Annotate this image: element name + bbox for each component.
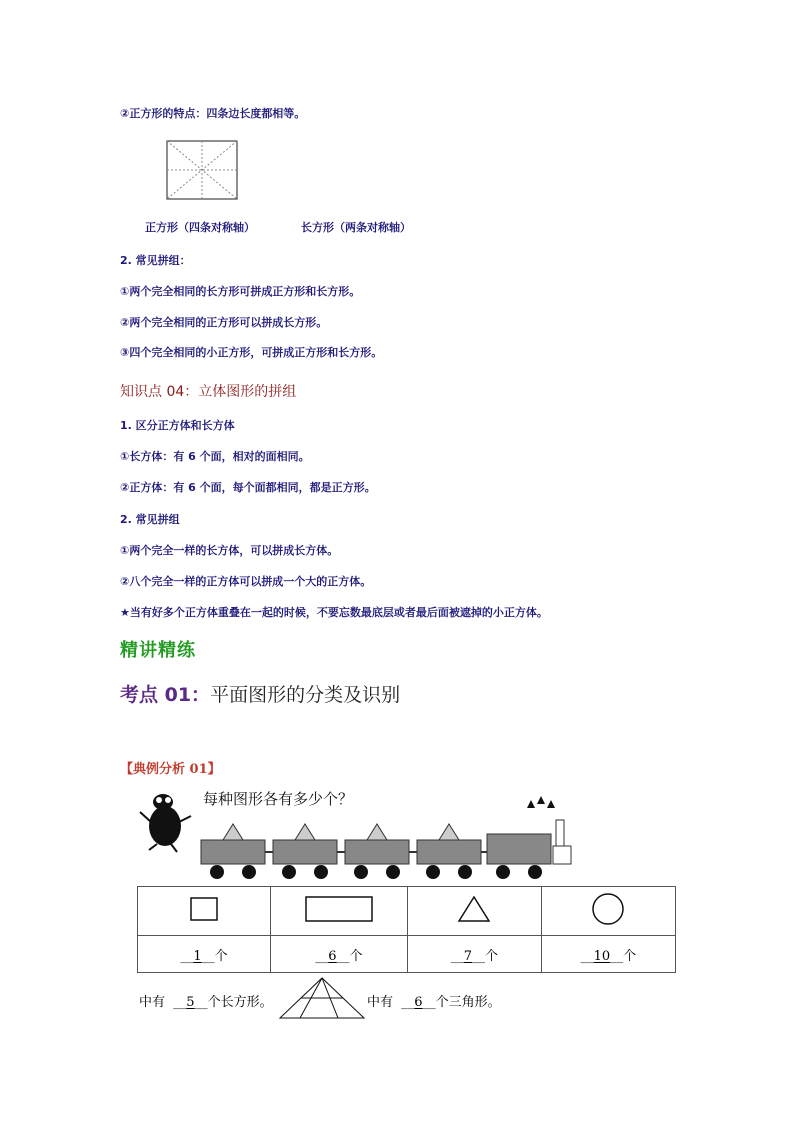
combo2-item-2: ②两个完全相同的正方形可以拼成长方形。 [120, 316, 328, 329]
combo2-title: 2. 常见拼组： [120, 254, 191, 267]
knowledge04-sub2: 2. 常见拼组 [120, 513, 180, 526]
square-symmetry-figure [166, 140, 238, 200]
cube-text: ②正方体：有 6 个面，每个面都相同，都是正方形。 [120, 481, 376, 494]
triangle-figure [278, 976, 366, 1020]
square-count-cell: __1__个 [138, 936, 271, 973]
triangle-cell [407, 887, 541, 936]
kaodian-rest: 平面图形的分类及识别 [210, 684, 401, 706]
circle-cell [541, 887, 675, 936]
triangle-question-right: 中有 __6__个三角形。 [367, 995, 501, 1010]
triangle-count: 7 [463, 948, 472, 964]
square-icon [189, 896, 219, 922]
kaodian-lead: 考点 01： [120, 684, 211, 706]
knowledge04-sub1: 1. 区分正方体和长方体 [120, 419, 235, 432]
combo2-item-3: ③四个完全相同的小正方形，可拼成正方形和长方形。 [120, 346, 383, 359]
square-features-text: ②正方形的特点：四条边长度都相等。 [120, 107, 306, 120]
rectangle-cell [270, 887, 407, 936]
kaodian-title [120, 680, 400, 707]
circle-count: 10 [593, 948, 611, 964]
circle-count-cell: __10__个 [541, 936, 675, 973]
tip-text: ★当有好多个正方体重叠在一起的时候，不要忘数最底层或者最后面被遮掉的小正方体。 [120, 606, 548, 619]
rectangle-icon [304, 895, 374, 923]
combo-cube-text: ②八个完全一样的正方体可以拼成一个大的正方体。 [120, 575, 372, 588]
train-picture [135, 782, 575, 884]
mascot-figure [140, 794, 191, 852]
square-caption: 正方形（四条对称轴） [145, 221, 255, 234]
shape-count-table [137, 886, 676, 973]
triangle-count-cell: __7__个 [407, 936, 541, 973]
knowledge04-title: 知识点 04：立体图形的拼组 [120, 384, 297, 400]
triangle-icon [457, 895, 491, 923]
rectangle-caption: 长方形（两条对称轴） [301, 221, 411, 234]
square-cell [138, 887, 271, 936]
example-tag: 【典例分析 01】 [120, 762, 221, 777]
rectangle-count-cell: __6__个 [270, 936, 407, 973]
rect-question-left: 中有 __5__个长方形。 [139, 995, 273, 1010]
combo-cuboid-text: ①两个完全一样的长方体，可以拼成长方体。 [120, 544, 339, 557]
section-title: 精讲精练 [120, 640, 196, 661]
picture-question: 每种图形各有多少个？ [203, 790, 354, 808]
combo2-item-1: ①两个完全相同的长方形可拼成正方形和长方形。 [120, 285, 361, 298]
cuboid-text: ①长方体：有 6 个面，相对的面相同。 [120, 450, 310, 463]
circle-icon [590, 892, 626, 926]
rectangle-count: 6 [328, 948, 337, 964]
triangle-answer: 6 [414, 995, 423, 1010]
square-count: 1 [193, 948, 202, 964]
rect-answer: 5 [186, 995, 195, 1010]
